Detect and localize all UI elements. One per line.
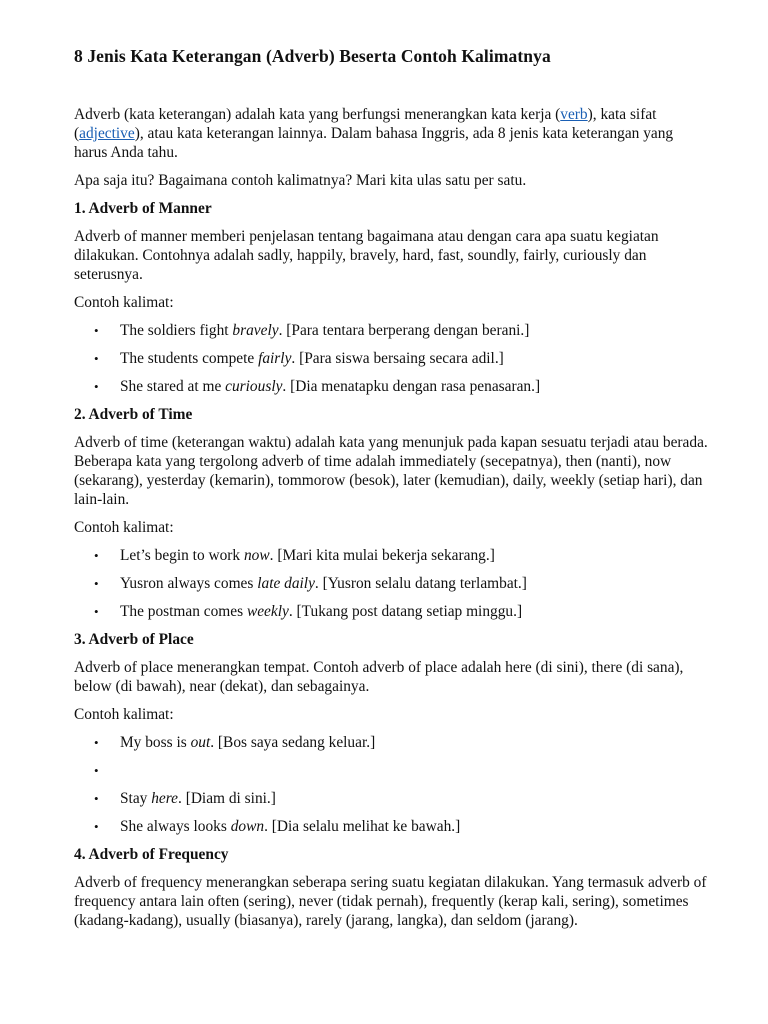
- section-heading: 1. Adverb of Manner: [74, 200, 212, 217]
- bullet-icon: •: [94, 604, 99, 619]
- item-text: She always looks: [120, 818, 231, 835]
- item-text: My boss is: [120, 734, 191, 751]
- section-heading: 4. Adverb of Frequency: [74, 846, 229, 863]
- section-body: Adverb of place menerangkan tempat. Contoh adverb of place adalah here (di sini), there (di sana), below (di bawah), near (dekat), dan sebagainya.: [74, 659, 684, 695]
- item-adverb: fairly: [258, 350, 292, 367]
- intro-paragraph: [74, 105, 708, 162]
- bullet-icon: •: [94, 576, 99, 591]
- item-adverb: weekly: [246, 603, 289, 620]
- item-translation: . [Dia menatapku dengan rasa penasaran.]: [282, 378, 541, 395]
- bullet-icon: •: [94, 735, 99, 750]
- list-item: [74, 349, 708, 368]
- section-heading: 2. Adverb of Time: [74, 406, 193, 423]
- item-text: She stared at me: [120, 378, 226, 395]
- item-text: Yusron always comes: [120, 575, 258, 592]
- item-adverb: curiously: [225, 378, 283, 395]
- item-translation: . [Diam di sini.]: [178, 790, 276, 807]
- list-item: [74, 733, 708, 752]
- section-body: Adverb of frequency menerangkan seberapa sering suatu kegiatan dilakukan. Yang termasuk adverb of frequency antara lain often (sering), never (tidak pernah), frequently (kerap kali, sering), sometimes (kadang-kadang), usually (biasanya), rarely (jarang, langka), dan seldom (jarang).: [74, 874, 707, 929]
- intro-text-1: Adverb (kata keterangan) adalah kata yang berfungsi menerangkan kata kerja (: [74, 106, 561, 123]
- list-item: [74, 789, 708, 808]
- list-item: [74, 602, 708, 621]
- list-item: [74, 817, 708, 836]
- item-translation: . [Para tentara berperang dengan berani.]: [278, 322, 530, 339]
- item-translation: . [Mari kita mulai bekerja sekarang.]: [269, 547, 495, 564]
- example-label: Contoh kalimat:: [74, 706, 174, 723]
- example-label: Contoh kalimat:: [74, 519, 174, 536]
- list-item-empty: [74, 761, 708, 780]
- item-text: The students compete: [120, 350, 259, 367]
- list-item: [74, 377, 708, 396]
- intro-text-2: ), kata sifat (: [74, 106, 657, 142]
- item-text: The postman comes: [120, 603, 247, 620]
- intro-paragraph-2: Apa saja itu? Bagaimana contoh kalimatnya? Mari kita ulas satu per satu.: [74, 172, 527, 189]
- section-body: Adverb of time (keterangan waktu) adalah kata yang menunjuk pada kapan sesuatu terjadi atau berada. Beberapa kata yang tergolong adverb of time adalah immediately (secepatnya), then (nanti), now (sekarang), yesterday (kemarin), tommorow (besok), later (kemudian), daily, weekly (setiap hari), dan lain-lain.: [74, 434, 708, 508]
- item-translation: . [Bos saya sedang keluar.]: [210, 734, 376, 751]
- bullet-icon: •: [94, 791, 99, 806]
- item-text: Stay: [120, 790, 152, 807]
- bullet-icon: •: [94, 351, 99, 366]
- bullet-icon: •: [94, 548, 99, 563]
- example-label: Contoh kalimat:: [74, 294, 174, 311]
- item-adverb: bravely: [232, 322, 279, 339]
- bullet-icon: •: [94, 379, 99, 394]
- item-text: Let’s begin to work: [120, 547, 244, 564]
- item-translation: . [Dia selalu melihat ke bawah.]: [264, 818, 461, 835]
- example-list: [74, 733, 708, 836]
- bullet-icon: •: [94, 323, 99, 338]
- item-adverb: out: [190, 734, 211, 751]
- item-translation: . [Yusron selalu datang terlambat.]: [314, 575, 527, 592]
- example-list: [74, 321, 708, 396]
- item-adverb: now: [243, 547, 270, 564]
- list-item: [74, 321, 708, 340]
- item-text: The soldiers fight: [120, 322, 233, 339]
- bullet-icon: •: [94, 763, 99, 778]
- item-adverb: late daily: [257, 575, 315, 592]
- intro-text-3: ), atau kata keterangan lainnya. Dalam bahasa Inggris, ada 8 jenis kata keterangan yang harus Anda tahu.: [74, 125, 674, 161]
- adjective-link[interactable]: adjective: [79, 125, 135, 142]
- bullet-icon: •: [94, 819, 99, 834]
- section-heading: 3. Adverb of Place: [74, 631, 194, 648]
- item-adverb: down: [230, 818, 265, 835]
- page-title: 8 Jenis Kata Keterangan (Adverb) Beserta Contoh Kalimatnya: [74, 46, 551, 66]
- verb-link[interactable]: verb: [560, 106, 588, 123]
- section-body: Adverb of manner memberi penjelasan tentang bagaimana atau dengan cara apa suatu kegiatan dilakukan. Contohnya adalah sadly, happily, bravely, hard, fast, soundly, fairly, curiously dan seterusnya.: [74, 228, 659, 283]
- item-translation: . [Para siswa bersaing secara adil.]: [291, 350, 504, 367]
- item-adverb: here: [151, 790, 178, 807]
- list-item: [74, 574, 708, 593]
- item-translation: . [Tukang post datang setiap minggu.]: [288, 603, 523, 620]
- example-list: [74, 546, 708, 621]
- list-item: [74, 546, 708, 565]
